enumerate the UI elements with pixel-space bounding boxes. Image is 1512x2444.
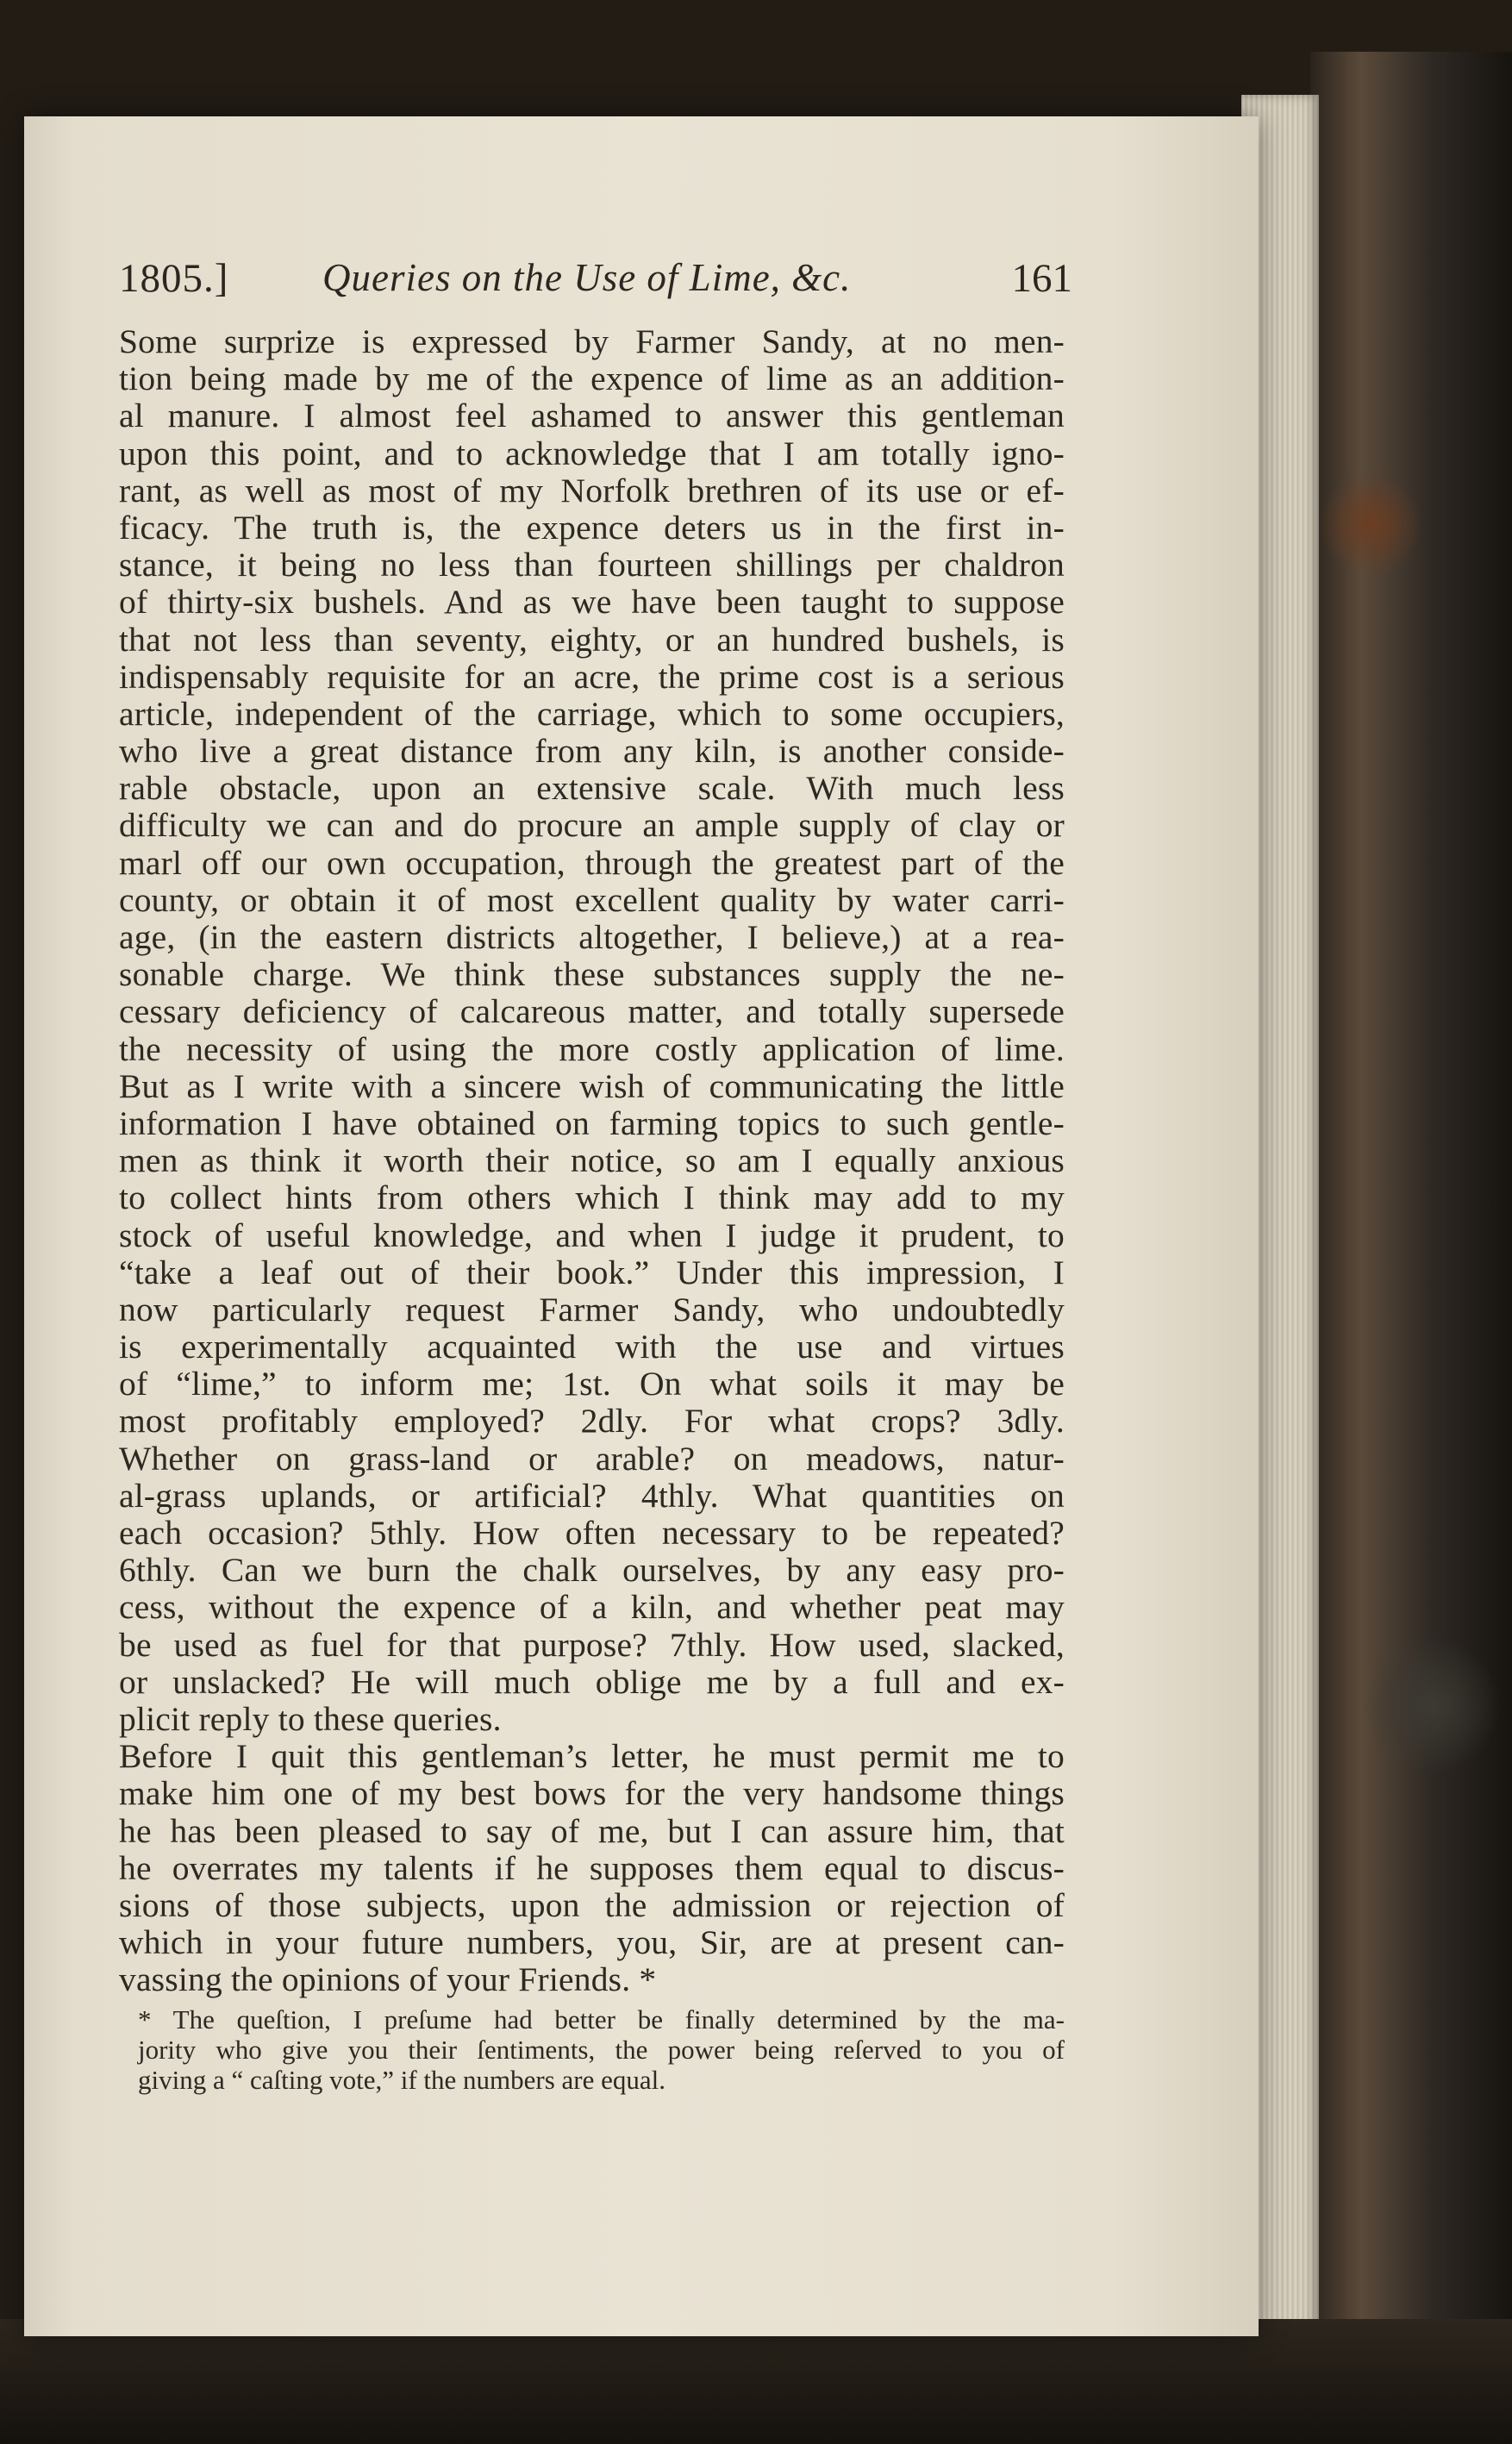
text-line: who live a great distance from any kiln, is another conside- <box>119 732 1065 771</box>
text-line: of “lime,” to inform me; 1st. On what soils it may be <box>119 1365 1065 1403</box>
text-line: article, independent of the carriage, which to some occupiers, <box>119 694 1065 733</box>
text-line: or unslacked? He will much oblige me by a full and ex- <box>119 1662 1065 1701</box>
text-line: indispensably requisite for an acre, the prime cost is a serious <box>119 657 1065 696</box>
text-line: make him one of my best bows for the very handsome things <box>119 1774 1065 1813</box>
text-line: cess, without the expence of a kiln, and whether peat may <box>119 1588 1065 1627</box>
text-line: upon this point, and to acknowledge that I am totally igno- <box>119 434 1065 472</box>
text-line: Some surprize is expressed by Farmer Sandy, at no men- <box>119 322 1065 360</box>
text-line: 6thly. Can we burn the chalk ourselves, by any easy pro- <box>119 1551 1065 1590</box>
text-line: is experimentally acquainted with the use and virtues <box>119 1328 1065 1366</box>
text-line: jority who give you their ſentiments, the power being reſerved to you of <box>138 2035 1065 2065</box>
text-line: sonable charge. We think these substances supply the ne- <box>119 955 1065 994</box>
text-line: sions of those subjects, upon the admission or rejection of <box>119 1885 1065 1924</box>
footnote <box>138 2004 1065 2095</box>
text-line: to collect hints from others which I think may add to my <box>119 1178 1065 1217</box>
text-line: now particularly request Farmer Sandy, who undoubtedly <box>119 1290 1065 1328</box>
text-line: Whether on grass-land or arable? on meadows, natur- <box>119 1439 1065 1478</box>
text-line: tion being made by me of the expence of lime as an addition- <box>119 359 1065 398</box>
text-line: rant, as well as most of my Norfolk brethren of its use or ef- <box>119 471 1065 509</box>
header-title: Queries on the Use of Lime, &c. <box>322 256 852 299</box>
text-line: rable obstacle, upon an extensive scale. With much less <box>119 769 1065 808</box>
text-line: age, (in the eastern districts altogether, I believe,) at a rea- <box>119 918 1065 956</box>
text-line: county, or obtain it of most excellent quality by water carri- <box>119 880 1065 919</box>
text-line: ficacy. The truth is, the expence deters us in the first in- <box>119 508 1065 547</box>
text-line: difficulty we can and do procure an ample supply of clay or <box>119 806 1065 845</box>
text-line: cessary deficiency of calcareous matter, and totally supersede <box>119 992 1065 1031</box>
text-line: which in your future numbers, you, Sir, are at present can- <box>119 1923 1065 1962</box>
body-text <box>119 323 1065 1998</box>
text-line: stock of useful knowledge, and when I judge it prudent, to <box>119 1216 1065 1254</box>
text-line: “take a leaf out of their book.” Under this impression, I <box>119 1253 1065 1291</box>
text-line: men as think it worth their notice, so am I equally anxious <box>119 1141 1065 1180</box>
text-line: information I have obtained on farming topics to such gentle- <box>119 1103 1065 1142</box>
text-line: be used as fuel for that purpose? 7thly. How used, slacked, <box>119 1625 1065 1664</box>
text-line: the necessity of using the more costly application of lime. <box>119 1029 1065 1068</box>
text-line: Before I quit this gentleman’s letter, he must permit me to <box>119 1737 1065 1776</box>
text-line: most profitably employed? 2dly. For what crops? 3dly. <box>119 1402 1065 1441</box>
text-line: of thirty-six bushels. And as we have been taught to suppose <box>119 583 1065 622</box>
text-line: vassing the opinions of your Friends. * <box>119 1960 657 1999</box>
marbled-cover-edge <box>1310 52 1512 2414</box>
text-line: he has been pleased to say of me, but I can assure him, that <box>119 1811 1065 1850</box>
text-line: plicit reply to these queries. <box>119 1699 502 1738</box>
running-header <box>119 255 1072 316</box>
text-line: al manure. I almost feel ashamed to answer this gentleman <box>119 397 1065 435</box>
page-number: 161 <box>1011 256 1072 301</box>
text-line: marl off our own occupation, through the greatest part of the <box>119 843 1065 882</box>
book-bottom-edge <box>0 2319 1512 2444</box>
text-line: * The queſtion, I preſume had better be finally determined by the ma- <box>138 2004 1065 2035</box>
text-line: stance, it being no less than fourteen shillings per chaldron <box>119 546 1065 584</box>
text-line: he overrates my talents if he supposes them equal to discus- <box>119 1848 1065 1887</box>
text-line: But as I write with a sincere wish of communicating the little <box>119 1066 1065 1105</box>
text-line: giving a “ caſting vote,” if the numbers are equal. <box>138 2065 666 2095</box>
text-line: each occasion? 5thly. How often necessary to be repeated? <box>119 1514 1065 1552</box>
text-line: al-grass uplands, or artificial? 4thly. What quantities on <box>119 1476 1065 1515</box>
header-year: 1805.] <box>119 256 229 301</box>
text-line: that not less than seventy, eighty, or an hundred bushels, is <box>119 620 1065 659</box>
